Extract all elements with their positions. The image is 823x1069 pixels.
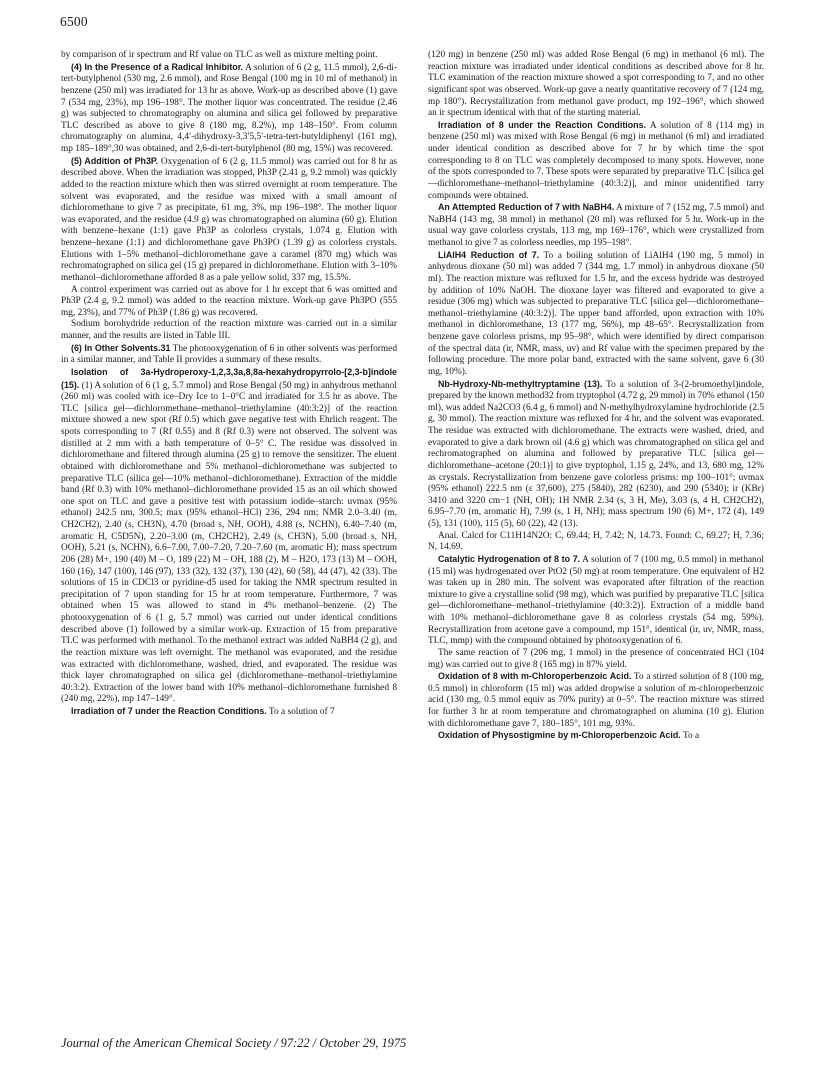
- paragraph-text: To a solution of 3-(2-bromoethyl)indole, prepared by the known method32 from tryptophol (4.72 g, 29 mmol) in 70% ethanol (150 ml), was added Na2CO3 (6.4 g, 6 mmol) and N-methylhydroxylamine hydrochloride (2.5 g, 30 mmol). The reaction mixture was refluxed for 4 hr, and the solvent was evaporated. The residue was extracted with dichloromethane. The extracts were washed, dried, and evaporated to give a dark brown oil (4.6 g) which was chromatographed on silica gel and rechromatographed on alumina and followed by preparative TLC [silica gel—dichloromethane–acetone (20:1)] to give tryptophol, 1.15 g, 24%, and 13, 680 mg, 12% as crystals. Recrystallization from benzene gave colorless prisms: mp 100–101°; uvmax (95% ethanol) 222.5 nm (ε 37,600), 275 (5840), 282 (6230), and 290 (5340); ir (KBr) 3410 and 3220 cm−1 (NH, OH); 1H NMR 2.34 (s, 3 H, Me), 3.03 (s, 4 H, CH2CH2), 6.95–7.70 (m, aromatic H), 7.99 (s, 1 H, NH); mass spectrum 190 (6) M+, 172 (4), 149 (5), 131 (100), 115 (5), 60 (22), 42 (13).: [428, 379, 765, 529]
- journal-footer: Journal of the American Chemical Society / 97:22 / October 29, 1975: [61, 1036, 407, 1050]
- paragraph-text: by comparison of ir spectrum and Rf value on TLC as well as mixture melting point.: [61, 50, 378, 60]
- paragraph: [428, 531, 764, 554]
- section-heading: Irradiation of 8 under the Reaction Conditions.: [438, 119, 646, 130]
- section-heading: Nb-Hydroxy-Nb-methyltryptamine (13).: [438, 378, 603, 389]
- paragraph: [61, 343, 397, 367]
- section-heading: Oxidation of Physostigmine by m-Chloroperbenzoic Acid.: [438, 730, 681, 741]
- paragraph-text: To a boiling solution of LiAlH4 (190 mg, 5 mmol) in anhydrous dioxane (50 ml) was added 7 (344 mg, 1.7 mmol) in anhydrous dioxane (50 ml). The reaction mixture was refluxed for 1.5 hr, and the excess hydride was destroyed by addition of 10% NaOH. The dioxane layer was filtered and evaporated to give a residue (306 mg) which was subjected to preparative TLC [silica gel—dichloromethane–methanol–triethylamine (40:3:2)]. The upper band afforded, upon extraction with 10% methanol in dichloromethane, 13 (177 mg, 56%), mp 48–65°. Recrystallization from benzene gave colorless prisms, mp 95–98°, which were identified by direct comparison of the spectral data (ir, NMR, mass, uv) and Rf value with the specimen prepared by the following procedure. The more polar band, extracted with the same solvent, gave 6 (30 mg, 10%).: [428, 250, 764, 377]
- paragraph: [61, 285, 397, 320]
- section-heading: (6) In Other Solvents.31: [71, 342, 171, 353]
- paragraph-text: Sodium borohydride reduction of the reaction mixture was carried out in a similar manner, and the results are listed in Table III.: [61, 319, 397, 341]
- paragraph-text: Anal. Calcd for C11H14N2O: C, 69.44; H, 7.42; N, 14.73. Found: C, 69.27; H, 7.36; N, 14.69.: [428, 530, 764, 553]
- left-column: [61, 50, 397, 719]
- paragraph: [61, 319, 397, 342]
- section-heading: LiAlH4 Reduction of 7.: [438, 249, 540, 260]
- paragraph-text: A solution of 6 (2 g, 11.5 mmol), 2,6-di-tert-butylphenol (530 mg, 2.6 mmol), and Rose Bengal (100 mg in 10 ml of methanol) in benzene (250 ml) was irradiated for 13 hr as above. Work-up as described above (1) gave 7 (534 mg, 23%), mp 196–198°. The mother liquor was concentrated. The residue (2.46 g) was subjected to chromatography on alumina and silica gel followed by preparative TLC described as above to give 8 (180 mg, 8.2%), mp 148–150°. From column chromatography on alumina, 4,4′-dihydroxy-3,3′5,5′-tetra-tert-butyldiphenyl (161 mg), mp 185–189°,30 was obtained, and 2,6-di-tert-butylphenol (80 mg, 15%) was recovered.: [61, 62, 397, 154]
- paragraph: [428, 730, 764, 743]
- section-heading: Isolation of 3a-Hydroperoxy-1,2,3,3a,8,8a-hexahydropyrrolo-[2,3-b]indole (15).: [61, 366, 397, 390]
- paragraph: [61, 156, 397, 285]
- paragraph: [428, 554, 764, 648]
- paragraph-text: Oxygenation of 6 (2 g, 11.5 mmol) was carried out for 8 hr as described above. When the irradiation was stopped, Ph3P (2.41 g, 9.2 mmol) was quickly added to the reaction mixture which then was stirred overnight at room temperature. The solvent was evaporated, and the residue was mixed with a small amount of dichloromethane to give 7 as precipitate, 61 mg, 3%, mp 196–198°. The mother liquor was evaporated, and the residue (4.9 g) was chromatographed on alumina (60 g). Elution with benzene–hexane (1:1) gave Ph3P as colorless crystals, 1.074 g. Elution with benzene–hexane (1:1) and dichloromethane gave Ph3PO (1.39 g) as colorless crystals. Elutions with 1–5% methanol–dichloromethane gave a caramel (870 mg) which was rechromatographed on silica gel (15 g) prepared in dichloromethane. Elution with 3–10% methanol–dichloromethane afforded 8 as a pale yellow solid, 337 mg, 15.5%.: [61, 156, 397, 283]
- paragraph-text: (120 mg) in benzene (250 ml) was added Rose Bengal (6 mg) in methanol (6 ml). The reaction mixture was irradiated under identical conditions as described above for 8 hr. TLC examination of the reaction mixture showed a spot corresponding to 7, and no other significant spot was observed. Work-up gave a nearly quantitative recovery of 7 (124 mg, mp 180°). Recrystallization from methanol gave product, mp 192–196°, which showed an ir spectrum identical with that of the starting material.: [428, 50, 764, 119]
- paragraph-text: To a stirred solution of 8 (100 mg, 0.5 mmol) in chloroform (15 ml) was added dropwise a solution of m-chloroperbenzoic acid (130 mg, 0.5 mmol equiv as 70% purity) at 0–5°. The reaction mixture was stirred for further 3 hr at room temperature and chromatographed on alumina (10 g). Elution with dichloromethane gave 7, 180–185°, 101 mg, 93%.: [428, 672, 764, 729]
- paragraph-text: A solution of 8 (114 mg) in benzene (250 ml) was mixed with Rose Bengal (6 mg) in methanol (6 ml) and irradiated under identical condition as described above for 7 hr by which time the spot corresponding to 8 on TLC was completely decomposed to many spots. However, none of the spots corresponded to 7. These spots were separated by preparative TLC [silica gel—dichloromethane–methanol–triethylamine (40:3:2)], and minor unidentified tarry compounds were obtained.: [428, 120, 764, 201]
- paragraph: [428, 202, 764, 250]
- paragraph: [61, 706, 397, 719]
- paragraph: [61, 367, 397, 706]
- paragraph-text: A solution of 7 (100 mg, 0.5 mmol) in methanol (15 ml) was hydrogenated over PtO2 (50 mg) at room temperature. One equivalent of H2 was taken up in 280 min. The solvent was evaporated after filtration of the reaction mixture to give a crystalline solid (98 mg), which was purified by preparative TLC [silica gel—dichloromethane–methanol–triethylamine (40:3:2)]. Extraction of a middle band with 10% methanol–dichloromethane gave 8 as colorless crystals (54 mg, 59%). Recrystallization from acetone gave a compound, mp 151°, identical (ir, uv, NMR, mass, TLC, mmp) with the compound obtained by photooxygenation of 6.: [428, 554, 764, 647]
- section-heading: Oxidation of 8 with m-Chloroperbenzoic Acid.: [438, 671, 632, 682]
- paragraph: [428, 648, 764, 671]
- paragraph-text: A mixture of 7 (152 mg, 7.5 mmol) and NaBH4 (143 mg, 38 mmol) in methanol (20 ml) was refluxed for 5 hr. Work-up in the usual way gave colorless crystals, 113 mg, mp 169–176°, which were crystallized from methanol to give 7 as colorless needles, mp 195–198°.: [428, 203, 765, 248]
- section-heading: (5) Addition of Ph3P.: [71, 155, 159, 166]
- paragraph-text: A control experiment was carried out as above for 1 hr except that 6 was omitted and Ph3P (2.4 g, 9.2 mmol) was added to the reaction mixture. Work-up gave Ph3PO (555 mg, 23%), and 77% of Ph3P (1.86 g) was recovered.: [61, 284, 397, 318]
- section-heading: An Attempted Reduction of 7 with NaBH4.: [438, 202, 615, 213]
- section-heading: Catalytic Hydrogenation of 8 to 7.: [438, 553, 581, 564]
- paragraph-text: To a: [680, 731, 700, 742]
- paragraph: [61, 62, 397, 156]
- paragraph: [428, 250, 764, 379]
- paragraph: [428, 379, 764, 531]
- section-heading: (4) In the Presence of a Radical Inhibitor.: [71, 61, 244, 72]
- paragraph-text: The same reaction of 7 (206 mg, 1 mmol) in the presence of concentrated HCl (104 mg) was carried out to give 8 (165 mg) in 87% yield.: [428, 647, 764, 670]
- paragraph: [428, 120, 764, 202]
- paragraph-text: To a solution of 7: [266, 707, 335, 717]
- section-heading: Irradiation of 7 under the Reaction Conditions.: [71, 706, 267, 716]
- right-column: [428, 50, 764, 743]
- paragraph-text: The photooxygenation of 6 in other solvents was performed in a similar manner, and Table II provides a summary of these results.: [61, 343, 397, 366]
- paragraph: [428, 671, 764, 730]
- page-number: 6500: [60, 14, 88, 29]
- paragraph-text: (1) A solution of 6 (1 g, 5.7 mmol) and Rose Bengal (50 mg) in anhydrous methanol (260 ml) was cooled with ice–Dry Ice to 1–0°C and irradiated for 3.5 hr as above. The TLC [silica gel—dichloromethane–methanol–triethylamine (40:3:2)] of the reaction mixture showed a new spot (Rf 0.5) which gave negative test with Ehrlich reagent. The spots corresponding to 7 (Rf 0.55) and 8 (Rf 0.3) were not observed. The solvent was distilled at 2 mm with a bath temperature of 0–5° C. The residue was dissolved in dichloromethane and filtered through alumina (25 g) to remove the sensitizer. The eluent obtained with dichloromethane and 5% methanol–dichloromethane was subjected to preparative TLC (silica gel—10% methanol–dichloromethane). Extraction of the middle band (Rf 0.3) with 10% methanol–dichloromethane provided 15 as an oil which showed one spot on TLC and gave a positive test with potassium iodide–starch: uvmax (95% ethanol) 242.5 nm, 300.5; max (95% ethanol–HCl) 236, 294 nm; NMR 2.0–3.40 (m, CH2CH2), 2.40 (s, CH3N), 4.70 (broad s, NH, OOH), 4.88 (s, NCHN), 6.40–7.40 (m, aromatic H, C5D5N), 2.20–3.00 (m, CH2CH2), 2.49 (s, CH3N), 5.00 (broad s, NH, OOH), 5.21 (s, NCHN), 6.6–7.00, 7.00–7.20, 7.20–7.60 (m, aromatic H); mass spectrum 206 (28) M+, 190 (40) M – O, 189 (22) M – OH, 188 (2), M – H2O, 173 (13) M – OOH, 160 (16), 147 (100), 146 (97), 133 (32), 132 (37), 130 (42), 60 (58), 44 (47), 42 (33). The solutions of 15 in CDCl3 or pyridine-d5 used for taking the NMR spectrum resulted in precipitation of 7 upon standing for 15 hr at room temperature. Furthermore, 7 was obtained when 15 was allowed to stand in 4% methanol–benzene. (2) The photooxygenation of 6 (1 g, 5.7 mmol) was carried out under identical conditions described above (1) followed by a similar work-up. Extraction of 15 from preparative TLC was performed with methanol. To the methanol extract was added NaBH4 (2 g), and the reaction mixture was left overnight. The methanol was evaporated, and the residue was extracted with dichloromethane, washed, dried, and evaporated. The residue was thick layer chromatographed on silica gel (dichloromethane–methanol–triethylamine 40:3:2). Extraction of the lower band with 10% methanol–dichloromethane furnished 8 (240 mg, 22%), mp 147–149°.: [61, 380, 397, 705]
- paragraph: [61, 50, 397, 62]
- paragraph: [428, 50, 764, 120]
